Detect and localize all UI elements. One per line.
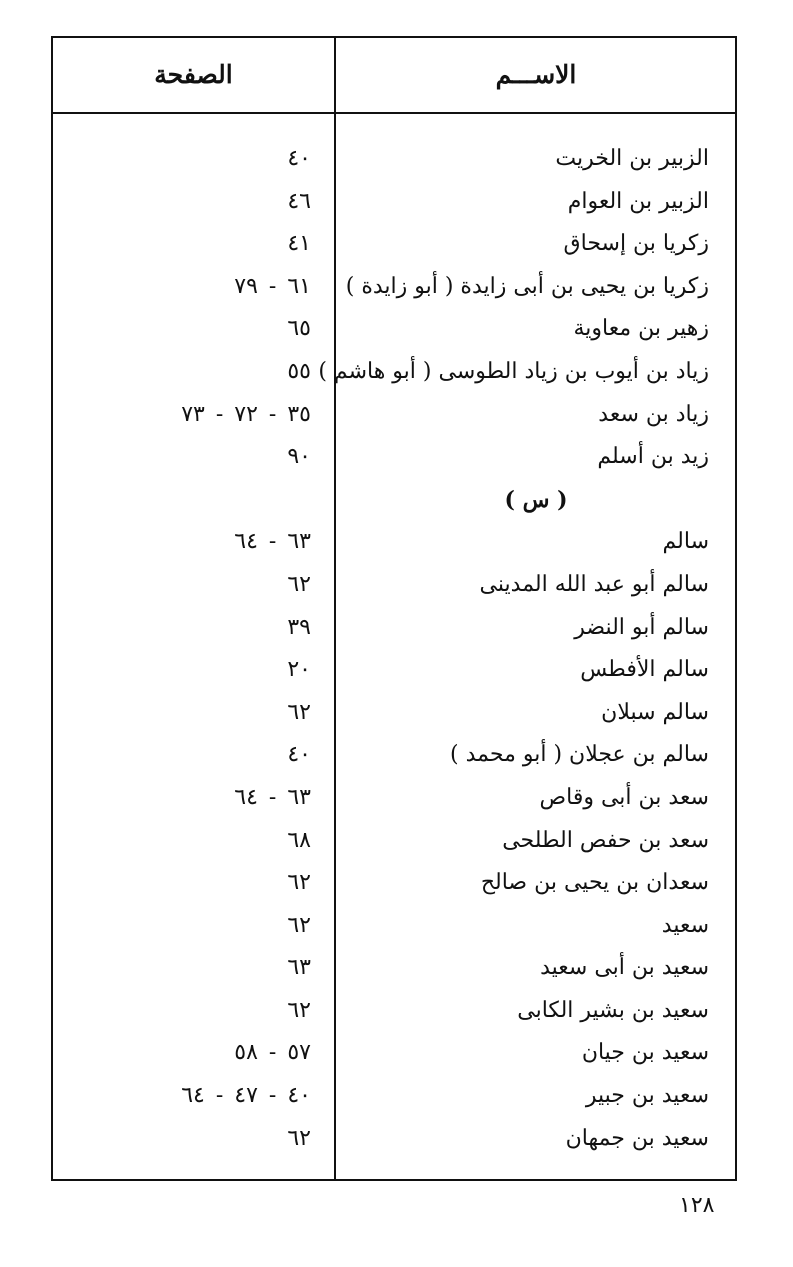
entry-pages: ٦٥ <box>287 316 311 342</box>
table-row <box>53 436 735 479</box>
table-row <box>53 1075 735 1118</box>
table-row <box>53 1032 735 1075</box>
table-row <box>53 266 735 309</box>
entry-pages: ٤٠ - ٤٧ - ٦٤ <box>181 1083 311 1109</box>
entry-name: سالم سبلان <box>601 699 709 725</box>
entry-name: زهير بن معاوية <box>573 316 709 342</box>
entry-pages: ٦٣ - ٦٤ <box>234 529 311 555</box>
page-number: ١٢٨ <box>679 1193 715 1218</box>
index-table <box>51 36 737 1181</box>
entry-name: سعيد بن أبى سعيد <box>540 955 709 981</box>
entry-name: سالم الأفطس <box>580 657 709 683</box>
column-header-name: الاســـم <box>495 60 577 89</box>
entry-pages: ٦٣ <box>287 955 311 981</box>
entry-pages: ٦٢ <box>287 571 311 597</box>
entry-name: سعيد بن بشير الكابى <box>517 997 709 1023</box>
table-row <box>53 734 735 777</box>
table-row <box>53 223 735 266</box>
table-row <box>53 607 735 650</box>
entry-name: زيد بن أسلم <box>597 444 709 470</box>
table-row <box>53 862 735 905</box>
entry-name: زياد بن سعد <box>598 401 709 427</box>
table-row <box>53 820 735 863</box>
entry-pages: ٤١ <box>287 231 311 257</box>
entry-pages: ٦٢ <box>287 997 311 1023</box>
table-row <box>53 564 735 607</box>
table-row <box>53 1118 735 1161</box>
table-row <box>53 308 735 351</box>
header-divider <box>53 112 735 114</box>
table-row <box>53 649 735 692</box>
section-heading-row <box>53 479 735 522</box>
entry-pages: ٦٢ <box>287 870 311 896</box>
entry-name: سالم بن عجلان ( أبو محمد ) <box>450 742 709 768</box>
entry-name: زكريا بن إسحاق <box>563 231 709 257</box>
section-heading: ( س ) <box>504 486 568 513</box>
entry-name: سعيد <box>661 912 709 938</box>
entry-pages: ٦٢ <box>287 699 311 725</box>
entry-pages: ٦٢ <box>287 912 311 938</box>
entry-name: سالم <box>662 529 709 555</box>
entry-pages: ٤٠ <box>287 742 311 768</box>
entry-name: سعد بن أبى وقاص <box>539 784 709 810</box>
entry-name: زكريا بن يحيى بن أبى زايدة ( أبو زايدة ) <box>345 273 709 299</box>
entry-name: سعيد بن جمهان <box>565 1125 709 1151</box>
entry-pages: ٦٨ <box>287 827 311 853</box>
entry-name: سعيد بن جيان <box>581 1040 709 1066</box>
entry-name: سالم أبو عبد الله المدينى <box>479 571 709 597</box>
table-row <box>53 351 735 394</box>
entry-name: سالم أبو النضر <box>574 614 709 640</box>
table-row <box>53 181 735 224</box>
entry-name: الزبير بن العوام <box>567 188 709 214</box>
entry-pages: ٢٠ <box>287 657 311 683</box>
column-header-page: الصفحة <box>154 60 233 89</box>
entry-pages: ٤٦ <box>287 188 311 214</box>
table-row <box>53 692 735 735</box>
entry-name: سعيد بن جبير <box>585 1083 709 1109</box>
index-rows <box>53 138 735 1160</box>
table-row <box>53 905 735 948</box>
entry-name: سعد بن حفص الطلحى <box>502 827 709 853</box>
table-row <box>53 947 735 990</box>
table-row <box>53 777 735 820</box>
table-row <box>53 138 735 181</box>
entry-pages: ٥٥ <box>287 358 311 384</box>
entry-pages: ٦١ - ٧٩ <box>234 273 311 299</box>
entry-pages: ٦٢ <box>287 1125 311 1151</box>
entry-pages: ٣٥ - ٧٢ - ٧٣ <box>181 401 311 427</box>
entry-pages: ٥٧ - ٥٨ <box>234 1040 311 1066</box>
entry-pages: ٣٩ <box>287 614 311 640</box>
entry-pages: ٤٠ <box>287 146 311 171</box>
entry-pages: ٩٠ <box>287 444 311 470</box>
entry-name: زياد بن أيوب بن زياد الطوسى ( أبو هاشم ) <box>318 358 709 384</box>
table-row <box>53 394 735 437</box>
entry-pages: ٦٣ - ٦٤ <box>234 784 311 810</box>
entry-name: سعدان بن يحيى بن صالح <box>480 870 709 896</box>
table-row <box>53 990 735 1033</box>
table-row <box>53 521 735 564</box>
entry-name: الزبير بن الخريت <box>555 146 709 171</box>
